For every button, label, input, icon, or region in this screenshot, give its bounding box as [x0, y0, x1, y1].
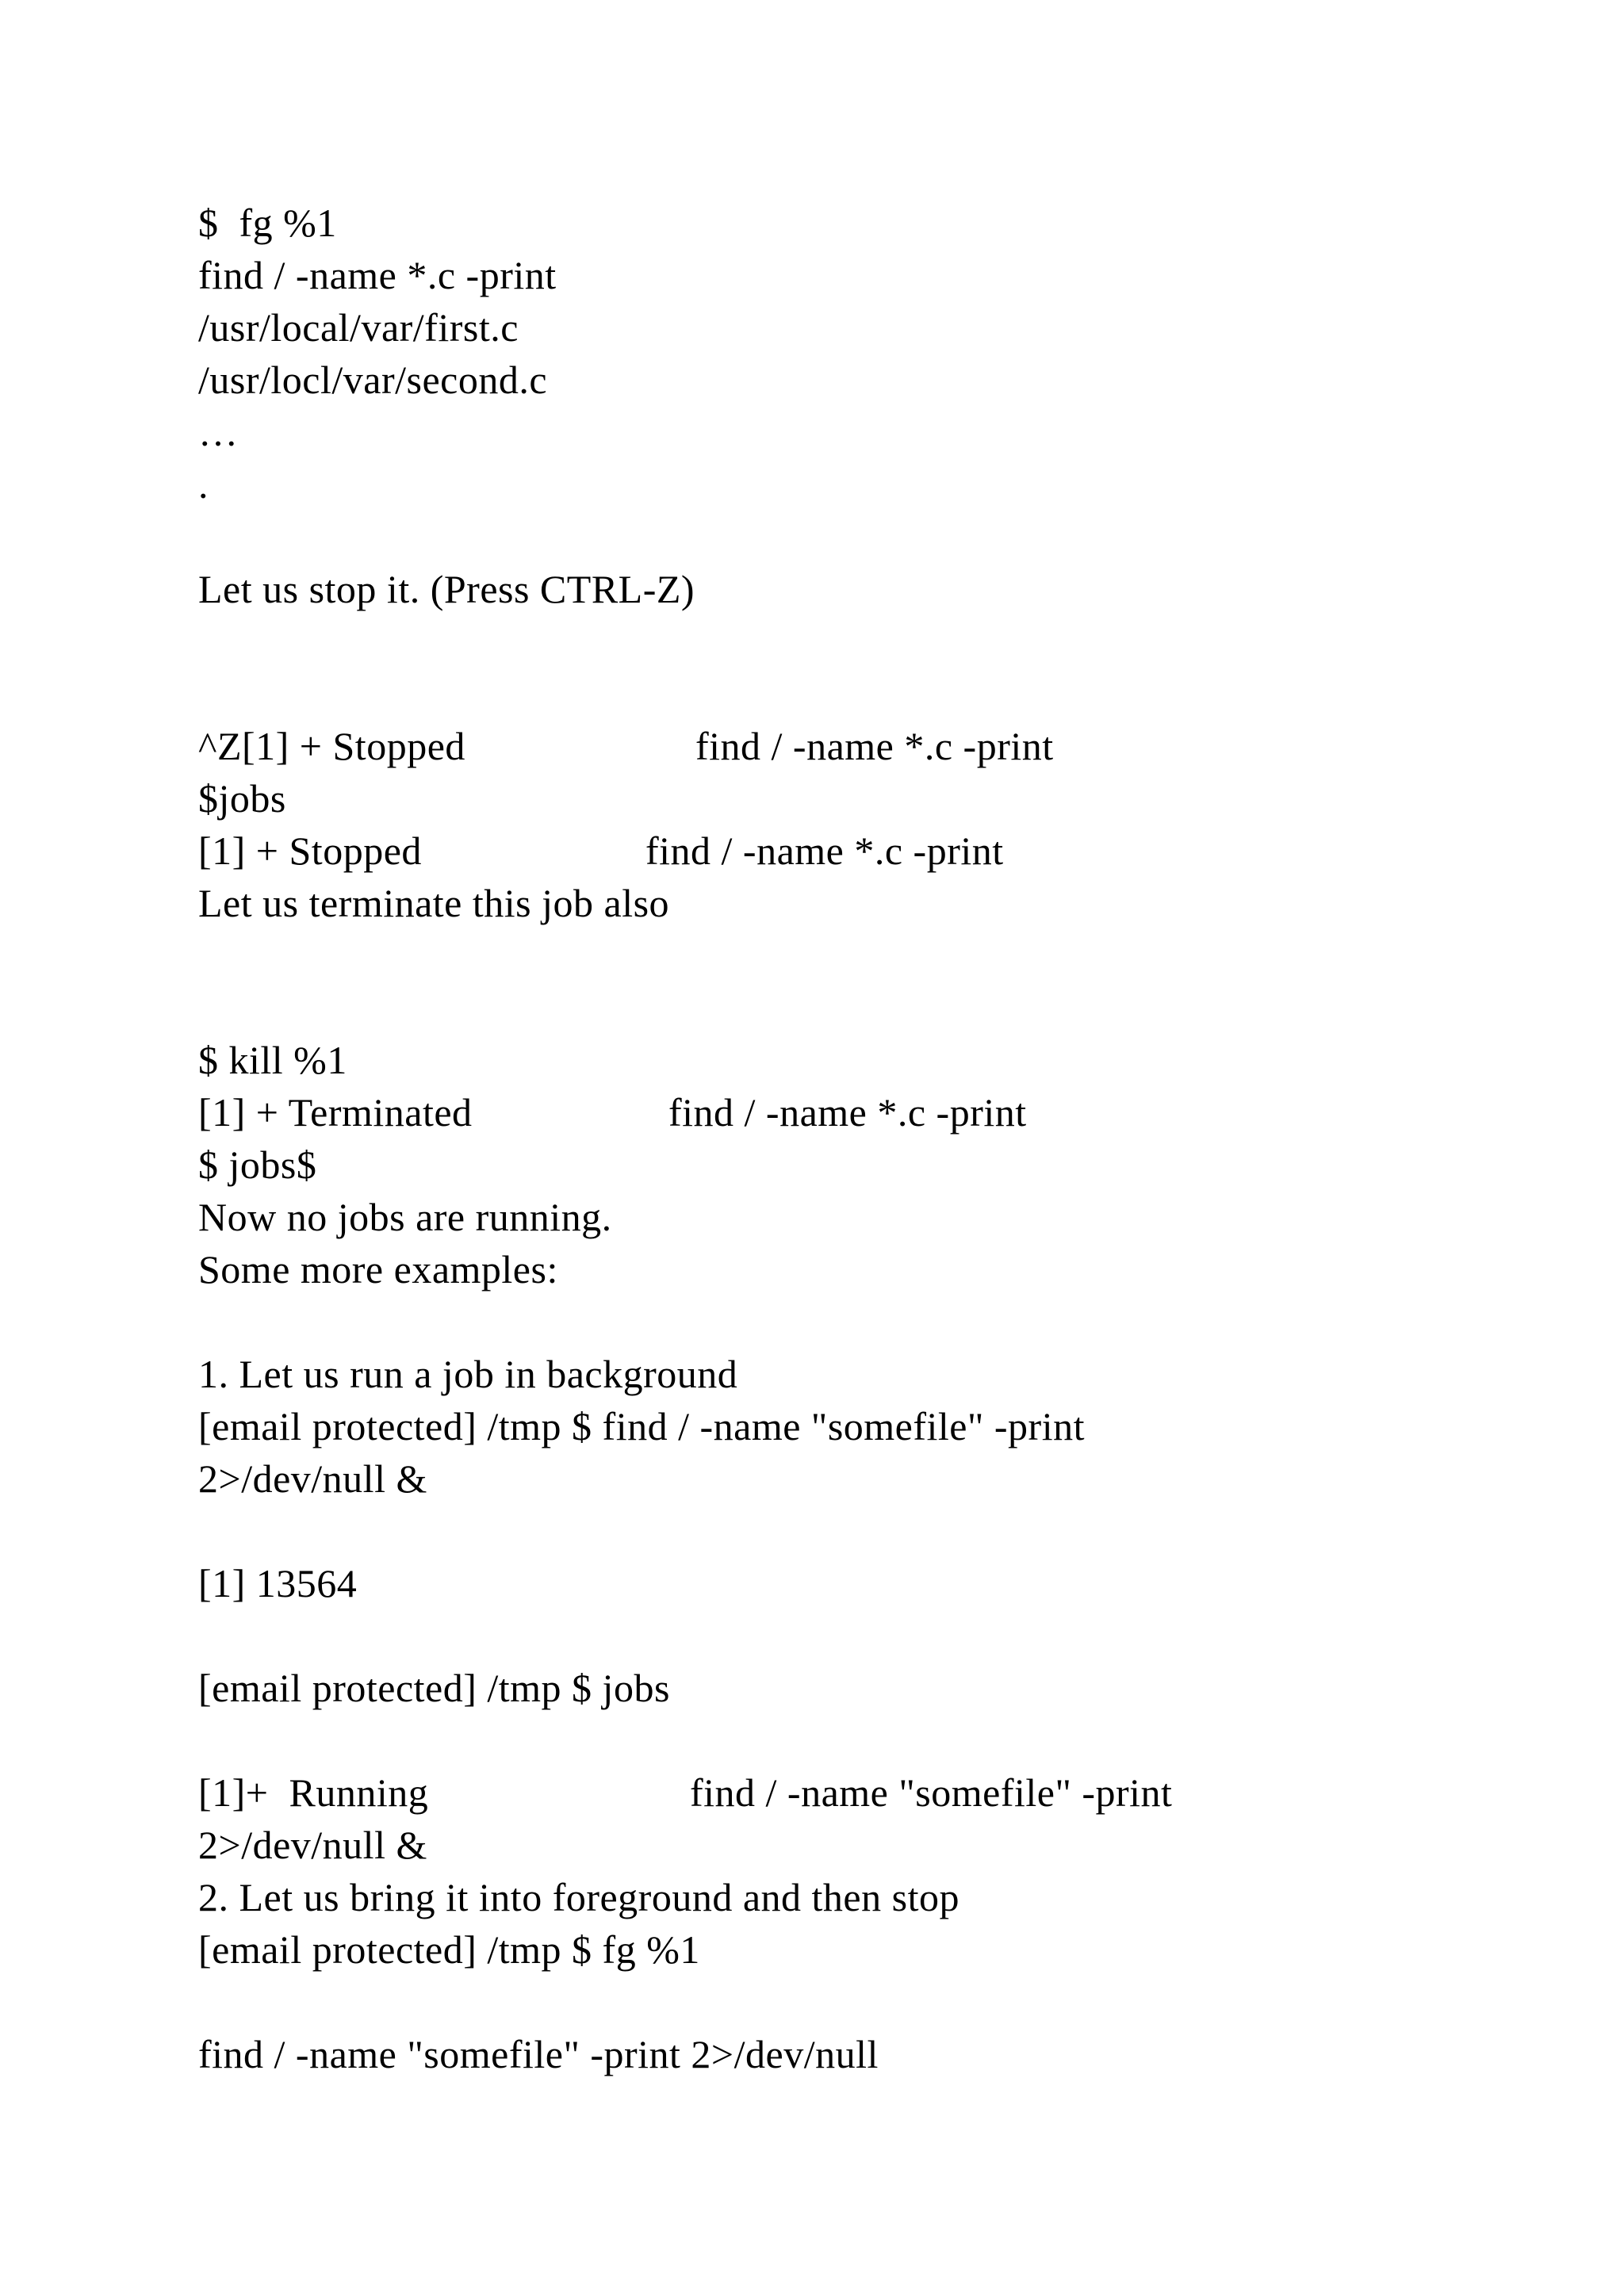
text-line: 2>/dev/null &: [198, 1456, 427, 1501]
text-line: [email protected] /tmp $ jobs: [198, 1666, 670, 1710]
text-line: Let us terminate this job also: [198, 881, 670, 925]
text-line: [1] 13564: [198, 1561, 358, 1605]
text-line: /usr/local/var/first.c: [198, 305, 519, 350]
text-line: Now no jobs are running.: [198, 1195, 612, 1239]
text-line: find / -name *.c -print: [198, 253, 557, 297]
text-line: .: [198, 462, 209, 507]
job-status: [1]+ Running: [198, 1770, 429, 1815]
text-line: [198, 1089, 1229, 1136]
text-line: [email protected] /tmp $ fg %1: [198, 1927, 700, 1972]
text-line: 1. Let us run a job in background: [198, 1352, 738, 1396]
job-command: find / -name "somefile" -print: [690, 1770, 1173, 1815]
job-status: [1] + Stopped: [198, 828, 422, 873]
text-line: [198, 827, 1229, 874]
text-line: Let us stop it. (Press CTRL-Z): [198, 567, 695, 611]
text-line: Some more examples:: [198, 1247, 558, 1292]
text-line: [email protected] /tmp $ find / -name "somefile" -print: [198, 1404, 1085, 1448]
text-line: …: [198, 410, 239, 454]
job-status: ^Z[1] + Stopped: [198, 724, 465, 768]
text-line: /usr/locl/var/second.c: [198, 358, 548, 402]
text-line: $jobs: [198, 776, 286, 821]
text-line: $ fg %1: [198, 201, 337, 245]
text-line: 2>/dev/null &: [198, 1823, 427, 1867]
job-command: find / -name *.c -print: [645, 828, 1004, 873]
text-line: 2. Let us bring it into foreground and then stop: [198, 1875, 959, 1919]
text-line: find / -name "somefile" -print 2>/dev/null: [198, 2032, 879, 2076]
job-command: find / -name *.c -print: [668, 1090, 1027, 1135]
text-line: $ jobs$: [198, 1142, 317, 1187]
text-line: $ kill %1: [198, 1038, 347, 1082]
text-line: [198, 722, 1229, 770]
job-command: find / -name *.c -print: [695, 724, 1054, 768]
text-line: [198, 1769, 1308, 1816]
job-status: [1] + Terminated: [198, 1090, 473, 1135]
